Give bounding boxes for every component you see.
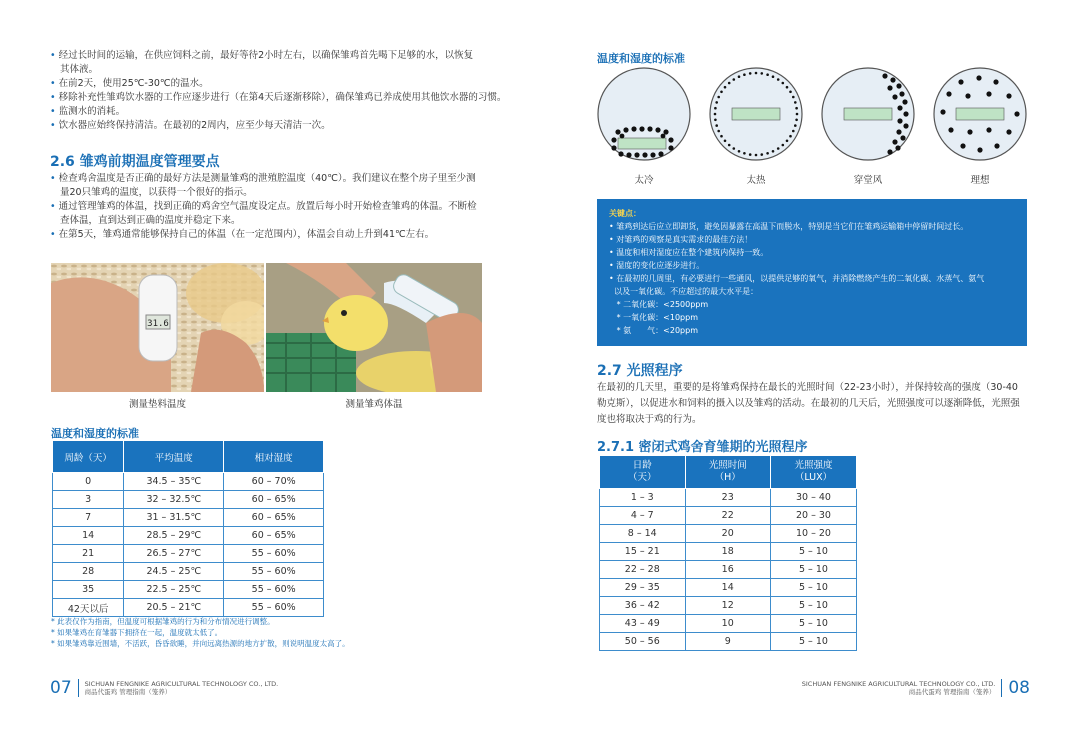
section-title-2-7: 2.7 光照程序 (597, 363, 683, 379)
intro-bullet: • 在前2天，使用25℃-30℃的温水。 (50, 78, 209, 89)
table-row (600, 561, 857, 579)
cell-day-age: 8 – 14 (600, 525, 686, 543)
section-bullet: • 在第5天，雏鸡通常能够保持自己的体温（在一定范围内），体温会自动上升到41℃左右。 (50, 229, 435, 240)
cell-age: 0 (53, 473, 124, 491)
cell-light-intensity: 5 – 10 (770, 633, 856, 651)
chick-dot (724, 140, 727, 143)
chick-dot (766, 152, 769, 155)
cell-temperature: 32 – 32.5℃ (124, 491, 224, 509)
table-row (53, 545, 324, 563)
chick-dot (743, 152, 746, 155)
cell-day-age: 50 – 56 (600, 633, 686, 651)
key-point: • 对雏鸡的观察是真实需求的最佳方法！ (609, 235, 753, 244)
cell-age: 7 (53, 509, 124, 527)
cell-light-intensity: 10 – 20 (770, 525, 856, 543)
cell-humidity: 60 – 65% (224, 491, 324, 509)
chick-dot (777, 147, 780, 150)
table-row (53, 581, 324, 599)
chick-dot (782, 144, 785, 147)
cell-humidity: 55 – 60% (224, 563, 324, 581)
col-header-light-hours: 光照时间 （H） (685, 456, 770, 489)
subsection-title-2-7-1: 2.7.1 密闭式鸡舍育雏期的光照程序 (597, 440, 808, 455)
cell-temperature: 31 – 31.5℃ (124, 509, 224, 527)
cell-age: 35 (53, 581, 124, 599)
cell-temperature: 26.5 – 27℃ (124, 545, 224, 563)
cell-day-age: 4 – 7 (600, 507, 686, 525)
diagram-label-too-cold: 太冷 (634, 175, 654, 186)
table-row (53, 473, 324, 491)
chick-dot (728, 144, 731, 147)
chick-dot (755, 72, 758, 75)
footer-text (802, 680, 996, 697)
diagram-draught (822, 68, 914, 160)
col-header-humidity: 相对湿度 (224, 441, 324, 473)
cell-age: 42天以后 (53, 599, 124, 617)
chick-dot (792, 96, 795, 99)
intro-bullet: • 监测水的消耗。 (50, 106, 126, 117)
key-points-title: 关键点： (609, 209, 641, 218)
chick-dot (796, 113, 799, 116)
table-row (600, 597, 857, 615)
key-point: • 雏鸡到达后应立即卸货，避免因暴露在高温下而脱水，特别是当它们在雏鸡运输箱中停留时间过长。 (609, 222, 969, 231)
diagram-label-draught: 穿堂风 (853, 175, 883, 186)
cell-day-age: 22 – 28 (600, 561, 686, 579)
chick-dot (717, 130, 720, 133)
table-header-row (53, 441, 324, 473)
table-row (53, 509, 324, 527)
cell-light-intensity: 30 – 40 (770, 489, 856, 507)
col-header-age: 周龄（天） (53, 441, 124, 473)
key-point-limit: * 氨 气：<20ppm (609, 326, 699, 335)
footer-text (85, 680, 279, 697)
table-row (600, 489, 857, 507)
footer-guide-title: 商品代蛋鸡 管理指南（笼养） (84, 688, 172, 696)
key-point-limit: * 二氧化碳：<2500ppm (609, 300, 709, 309)
cell-light-hours: 20 (685, 525, 770, 543)
table-note: * 如果雏鸡在育雏器下拥挤在一起，温度就太低了。 (51, 628, 223, 637)
footer-company: SICHUAN FENGNIKE AGRICULTURAL TECHNOLOGY CO., LTD. (801, 679, 996, 688)
table-row (600, 543, 857, 561)
section-title-2-6: 2.6 雏鸡前期温度管理要点 (50, 154, 220, 170)
diagram-label-too-hot: 太热 (746, 175, 766, 186)
cell-light-hours: 22 (685, 507, 770, 525)
chick-dot (715, 101, 718, 104)
chick-dot (789, 135, 792, 138)
cell-light-intensity: 20 – 30 (770, 507, 856, 525)
chick-dot (728, 82, 731, 85)
table-header-row (600, 456, 857, 489)
cell-light-hours: 9 (685, 633, 770, 651)
cell-humidity: 60 – 65% (224, 527, 324, 545)
table-row (600, 615, 857, 633)
table-note: * 如果雏鸡靠近围墙，不活跃，昏昏欲睡，并向远离热源的地方扩散，则说明温度太高了。 (51, 639, 350, 648)
chick-dot (772, 150, 775, 153)
chick-dot (761, 153, 764, 156)
cell-light-hours: 12 (685, 597, 770, 615)
left-table-title: 温度和湿度的标准 (51, 427, 139, 440)
cell-age: 14 (53, 527, 124, 545)
table-row (600, 633, 857, 651)
footer-company: SICHUAN FENGNIKE AGRICULTURAL TECHNOLOGY CO., LTD. (84, 679, 279, 688)
cell-temperature: 24.5 – 25℃ (124, 563, 224, 581)
cell-humidity: 55 – 60% (224, 545, 324, 563)
photo2-caption: 测量雏鸡体温 (345, 399, 403, 410)
cell-light-intensity: 5 – 10 (770, 543, 856, 561)
chick-dot (714, 119, 717, 122)
cell-light-hours: 18 (685, 543, 770, 561)
chick-dot (720, 135, 723, 138)
table-note: * 此表仅作为指南，但温度可根据雏鸡的行为和分布情况进行调整。 (51, 617, 275, 626)
paragraph-line: 在最初的几天里，重要的是将雏鸡保持在最长的光照时间（22-23小时），并保持较高的强度（30-40 (597, 382, 1018, 393)
chick-dot (789, 91, 792, 94)
cell-light-intensity: 5 – 10 (770, 615, 856, 633)
cell-light-hours: 16 (685, 561, 770, 579)
table-row (53, 563, 324, 581)
chick-dot (714, 107, 717, 110)
footer-divider (78, 679, 79, 697)
chick-dot (749, 72, 752, 75)
chick-distribution-diagram (597, 66, 1027, 166)
temperature-humidity-table (52, 440, 324, 617)
table-row (600, 507, 857, 525)
diagram-title: 温度和湿度的标准 (597, 52, 685, 65)
key-point-limit: * 一氧化碳：<10ppm (609, 313, 699, 322)
cell-light-hours: 14 (685, 579, 770, 597)
cell-light-intensity: 5 – 10 (770, 579, 856, 597)
chick-dot (717, 96, 720, 99)
cell-light-intensity: 5 – 10 (770, 561, 856, 579)
key-points-box (597, 199, 1027, 346)
chick-dot (724, 86, 727, 89)
cell-humidity: 60 – 70% (224, 473, 324, 491)
left-footer (50, 678, 278, 698)
col-header-light-intensity: 光照强度 （LUX） (770, 456, 856, 489)
key-point: • 湿度的变化应逐步进行。 (609, 261, 705, 270)
right-footer (802, 678, 1030, 698)
paragraph-line: 勒克斯），以促进水和饲料的摄入以及雏鸡的活动。在最初的几天后，光照强度可以逐渐降低，光照强 (597, 398, 1020, 409)
chick-dot (766, 73, 769, 76)
cell-day-age: 1 – 3 (600, 489, 686, 507)
photo-litter-temperature (51, 263, 264, 392)
cell-age: 3 (53, 491, 124, 509)
chick-dot (715, 124, 718, 127)
lighting-paragraph (597, 380, 1037, 428)
lighting-program-table (599, 455, 857, 651)
chick-dot (738, 75, 741, 78)
chick-dot (714, 113, 717, 116)
col-header-day-age: 日龄 （天） (600, 456, 686, 489)
chick-dot (795, 119, 798, 122)
cell-light-hours: 10 (685, 615, 770, 633)
page-number: 07 (50, 678, 72, 698)
key-point-cont: 以及一氧化碳。不应超过的最大水平是： (609, 287, 759, 296)
chick-dot (761, 72, 764, 75)
cell-light-hours: 23 (685, 489, 770, 507)
section-bullet-cont: 量20只雏鸡的温度，以获得一个很好的指示。 (60, 187, 253, 198)
litter-photo-illustration (51, 263, 264, 392)
chick-dot (786, 86, 789, 89)
diagram-too-cold (598, 68, 690, 160)
cell-humidity: 55 – 60% (224, 599, 324, 617)
col-header-temperature: 平均温度 (124, 441, 224, 473)
chick-dot (777, 78, 780, 81)
cell-humidity: 55 – 60% (224, 581, 324, 599)
diagram-ideal (934, 68, 1026, 160)
intro-bullet: • 移除补充性雏鸡饮水器的工作应逐步进行（在第4天后逐渐移除），确保雏鸡已养成使用其他饮水器的习惯。 (50, 92, 507, 103)
intro-bullet-cont: 其体液。 (60, 64, 99, 75)
section-bullet-cont: 查体温，直到达到正确的温度并稳定下来。 (60, 215, 241, 226)
intro-bullet: • 饮水器应始终保持清洁。在最初的2周内，应至少每天清洁一次。 (50, 120, 331, 131)
paragraph-line: 度也将取决于鸡的行为。 (597, 414, 702, 425)
cell-temperature: 20.5 – 21℃ (124, 599, 224, 617)
photo-chick-temperature (266, 263, 482, 392)
chick-dot (749, 153, 752, 156)
cell-light-intensity: 5 – 10 (770, 597, 856, 615)
photo1-caption: 测量垫料温度 (128, 399, 186, 410)
chick-dot (772, 75, 775, 78)
key-point: • 温度和相对湿度应在整个建筑内保持一致。 (609, 248, 769, 257)
chick-photo-illustration (266, 263, 482, 392)
page-number: 08 (1008, 678, 1030, 698)
section-bullet: • 通过管理雏鸡的体温，找到正确的鸡舍空气温度设定点。放置后每小时开始检查雏鸡的体温。不断检 (50, 201, 477, 212)
chick-dot (795, 107, 798, 110)
cell-day-age: 15 – 21 (600, 543, 686, 561)
cell-temperature: 34.5 – 35℃ (124, 473, 224, 491)
chick-dot (733, 147, 736, 150)
chick-dot (720, 91, 723, 94)
table-row (53, 491, 324, 509)
chick-dot (738, 150, 741, 153)
thermometer-reading: 31.6 (147, 319, 169, 329)
chick-dot (792, 130, 795, 133)
chick-dot (743, 73, 746, 76)
chick-dot (733, 78, 736, 81)
cell-temperature: 28.5 – 29℃ (124, 527, 224, 545)
cell-age: 21 (53, 545, 124, 563)
footer-guide-title: 商品代蛋鸡 管理指南（笼养） (908, 688, 996, 696)
cell-day-age: 36 – 42 (600, 597, 686, 615)
table-row (53, 599, 324, 617)
cell-day-age: 43 – 49 (600, 615, 686, 633)
footer-divider (1001, 679, 1002, 697)
cell-age: 28 (53, 563, 124, 581)
table-row (600, 525, 857, 543)
chick-dot (794, 101, 797, 104)
diagram-label-ideal: 理想 (970, 175, 990, 186)
section-bullet: • 检查鸡舍温度是否正确的最好方法是测量雏鸡的泄殖腔温度（40℃）。我们建议在整个房子里至少测 (50, 173, 476, 184)
diagram-too-hot (710, 68, 802, 160)
chick-dot (786, 140, 789, 143)
cell-temperature: 22.5 – 25℃ (124, 581, 224, 599)
chick-dot (755, 154, 758, 157)
chick-dot (794, 124, 797, 127)
cell-humidity: 60 – 65% (224, 509, 324, 527)
table-row (600, 579, 857, 597)
chick-dot (782, 82, 785, 85)
cell-day-age: 29 – 35 (600, 579, 686, 597)
table-row (53, 527, 324, 545)
intro-bullet: • 经过长时间的运输，在供应饲料之前，最好等待2小时左右，以确保雏鸡首先喝下足够的水，以恢复 (50, 50, 474, 61)
key-point: • 在最初的几周里，有必要进行一些通风，以提供足够的氧气，并消除燃烧产生的二氧化碳、水蒸气、氨气 (609, 274, 985, 283)
